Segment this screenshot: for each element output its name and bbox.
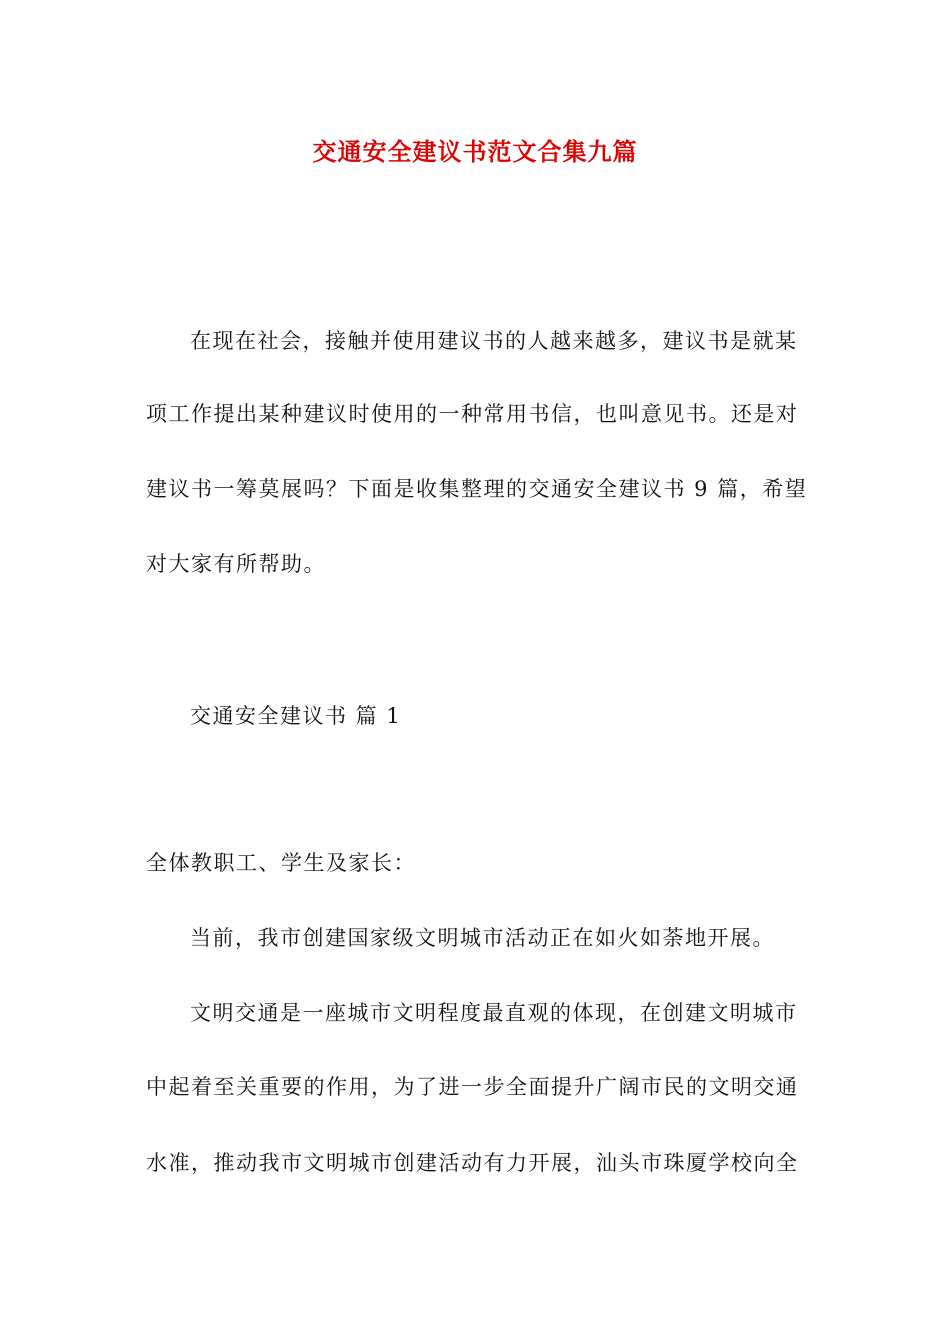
intro-line-2: 项工作提出某种建议时使用的一种常用书信，也叫意见书。还是对 (146, 402, 799, 426)
para2-line-2: 中起着至关重要的作用，为了进一步全面提升广阔市民的文明交通 (146, 1075, 799, 1099)
intro-line-3: 建议书一筹莫展吗？下面是收集整理的交通安全建议书 9 篇，希望 (146, 477, 808, 501)
document-title: 交通安全建议书范文合集九篇 (312, 137, 638, 166)
para2-line-1: 文明交通是一座城市文明程度最直观的体现，在创建文明城市 (190, 1001, 798, 1025)
salutation: 全体教职工、学生及家长： (146, 851, 416, 875)
para1-line-1: 当前，我市创建国家级文明城市活动正在如火如荼地开展。 (190, 926, 775, 950)
intro-line-4: 对大家有所帮助。 (146, 552, 326, 576)
intro-line-1: 在现在社会，接触并使用建议书的人越来越多，建议书是就某 (190, 329, 798, 353)
section-heading: 交通安全建议书 篇 1 (190, 704, 402, 728)
para2-line-3: 水准，推动我市文明城市创建活动有力开展，汕头市珠厦学校向全 (146, 1151, 799, 1175)
